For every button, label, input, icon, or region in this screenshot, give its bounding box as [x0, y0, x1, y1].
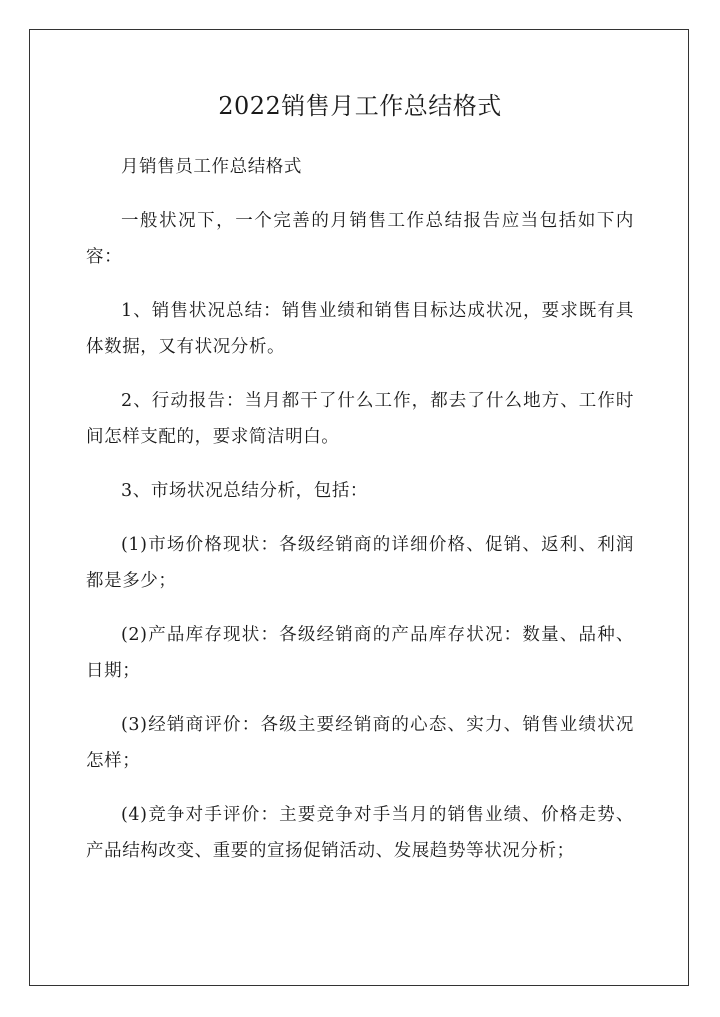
paragraph-intro: 一般状况下，一个完善的月销售工作总结报告应当包括如下内容：	[86, 211, 634, 267]
paragraph-item-3: 3、市场状况总结分析，包括：	[121, 481, 369, 501]
paragraph-item-2: 2、行动报告：当月都干了什么工作，都去了什么地方、工作时间怎样支配的，要求简洁明白。	[86, 391, 634, 447]
paragraph-item-1: 1、销售状况总结：销售业绩和销售目标达成状况，要求既有具体数据，又有状况分析。	[86, 301, 634, 357]
paragraph-subitem-4: (4)竞争对手评价：主要竞争对手当月的销售业绩、价格走势、产品结构改变、重要的宣扬促销活动、发展趋势等状况分析；	[86, 805, 634, 861]
paragraph-subtitle: 月销售员工作总结格式	[121, 157, 302, 177]
paragraph-subitem-2: (2)产品库存现状：各级经销商的产品库存状况：数量、品种、日期；	[86, 625, 634, 681]
document-body	[86, 149, 634, 887]
paragraph-subitem-3: (3)经销商评价：各级主要经销商的心态、实力、销售业绩状况怎样；	[86, 715, 634, 771]
document-title: 2022销售月工作总结格式	[218, 92, 502, 120]
paragraph-subitem-1: (1)市场价格现状：各级经销商的详细价格、促销、返利、利润都是多少；	[86, 535, 634, 591]
